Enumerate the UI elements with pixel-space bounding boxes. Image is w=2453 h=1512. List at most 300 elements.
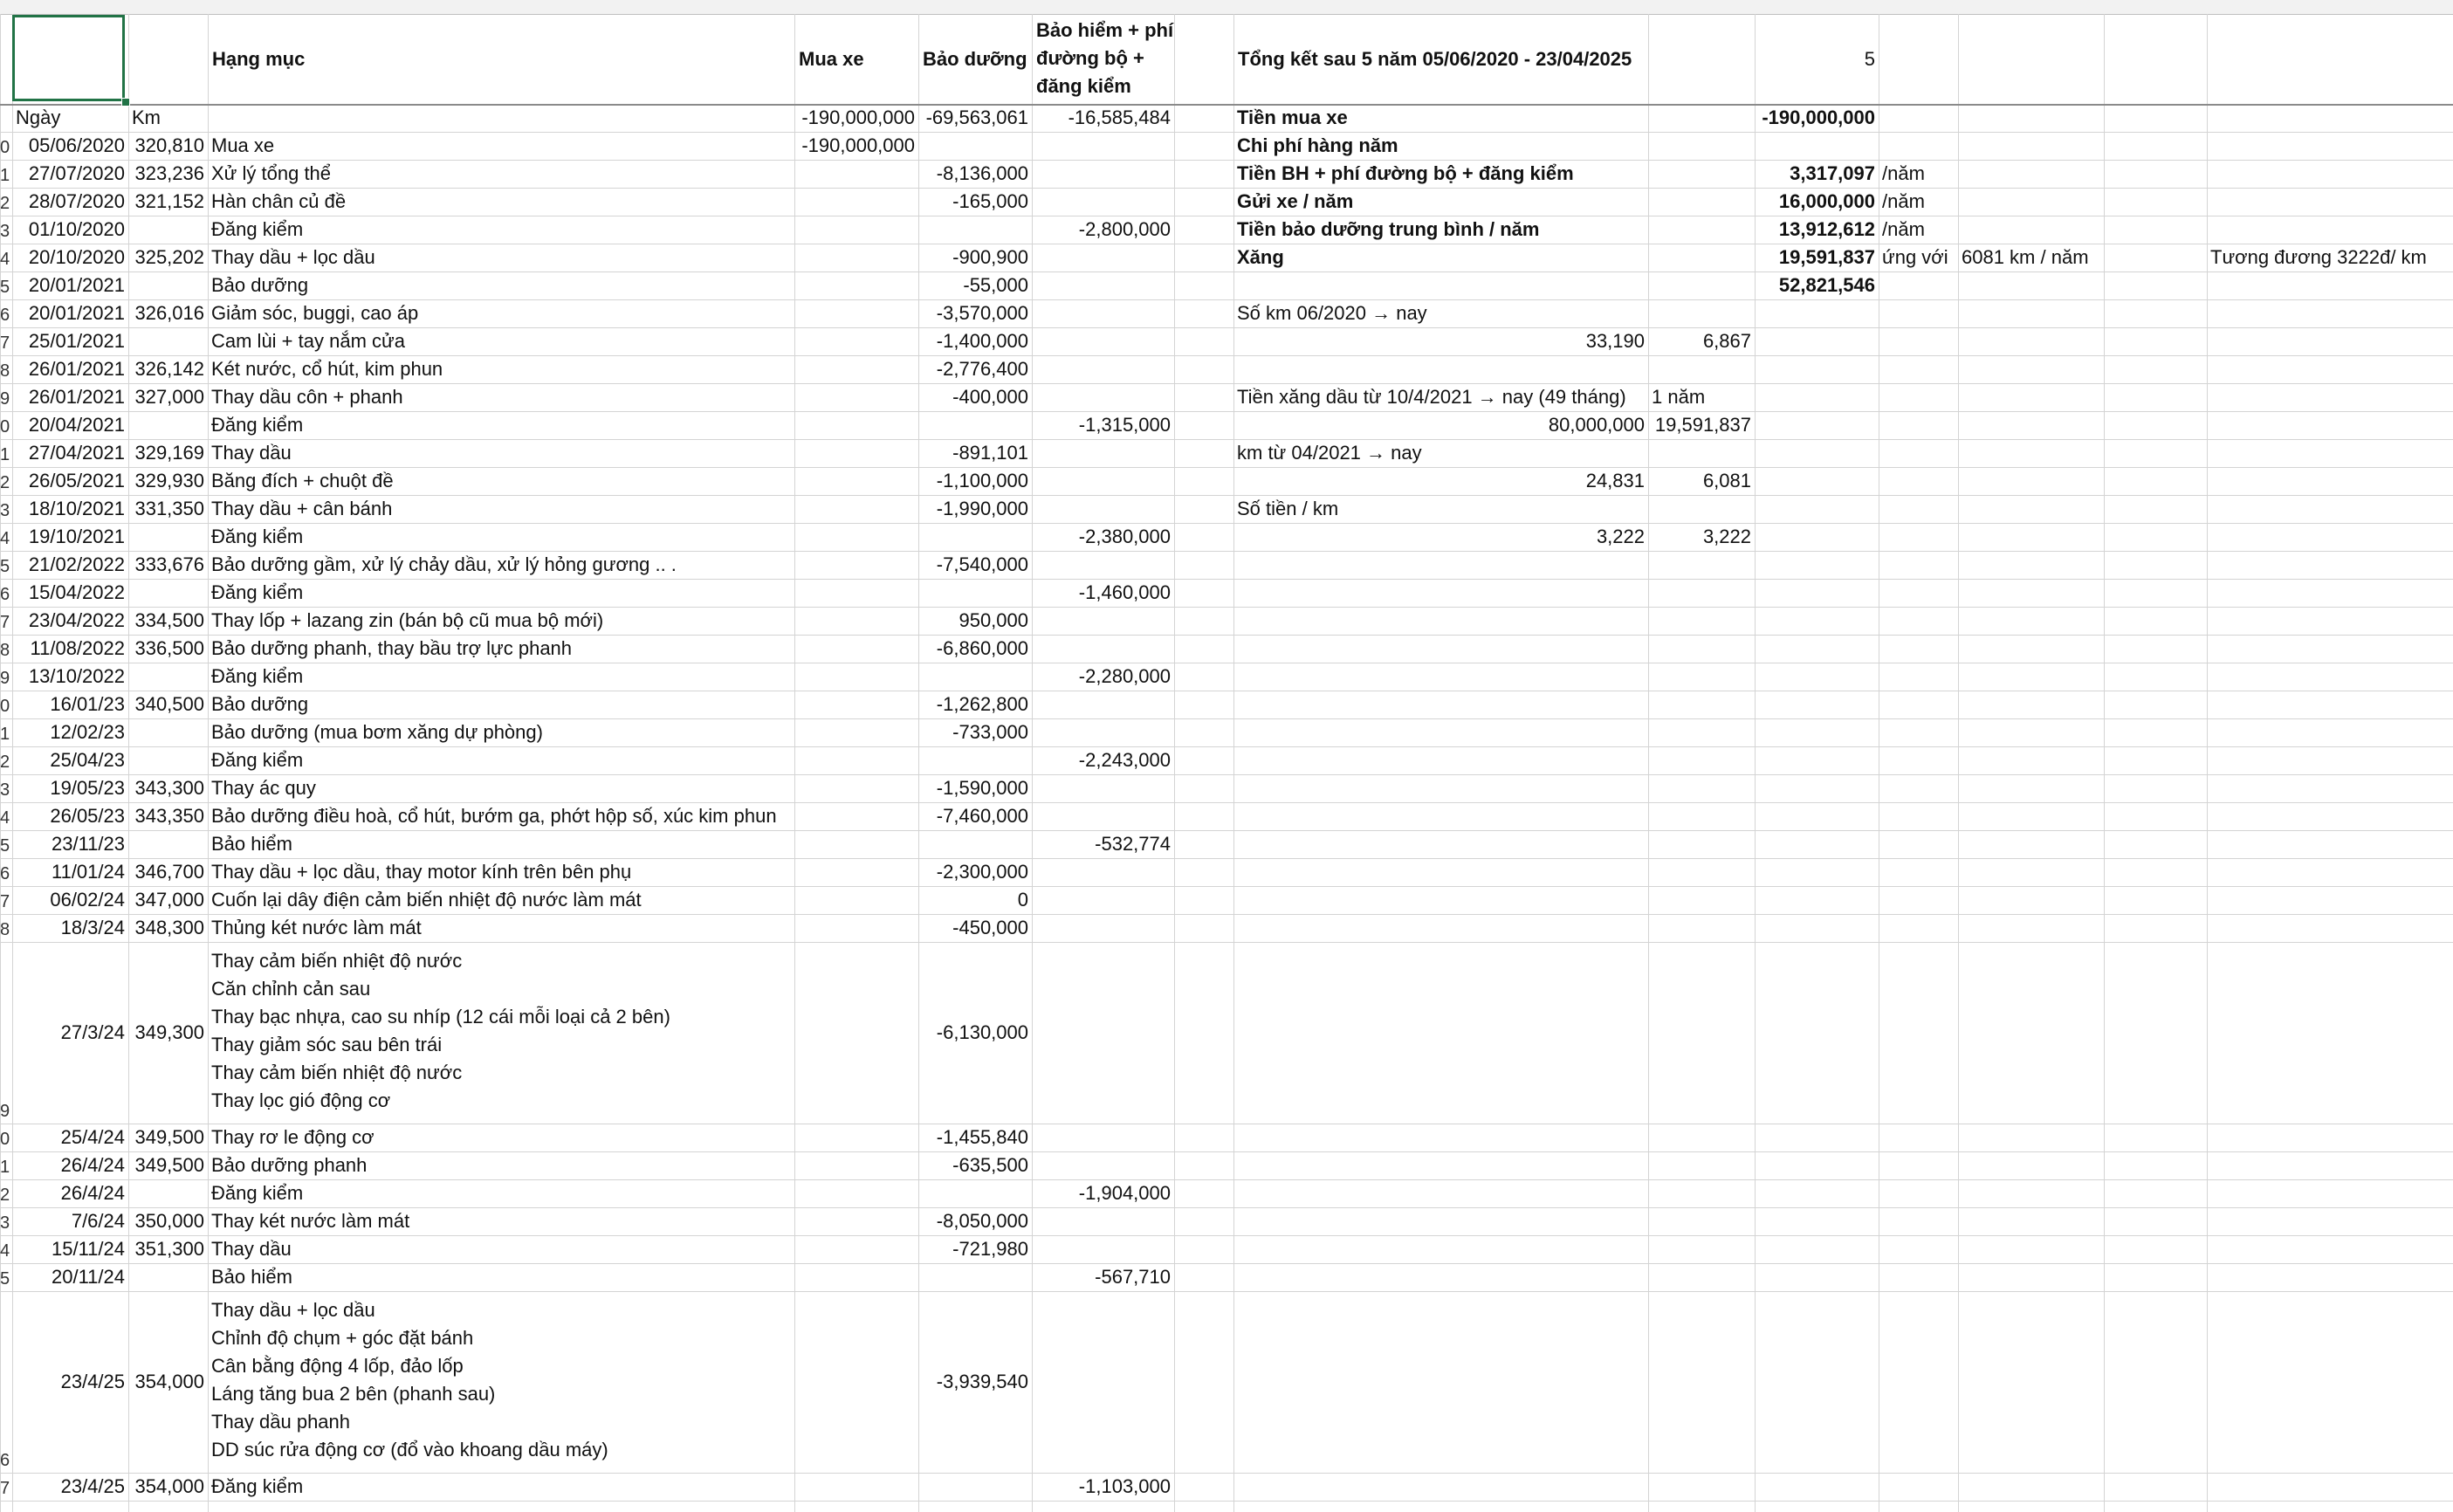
item-cell[interactable]: Hàn chân củ đề <box>211 190 347 212</box>
maint-cell[interactable] <box>922 830 1028 858</box>
gridline-v <box>1233 14 1234 1512</box>
buy-cell[interactable] <box>798 830 915 858</box>
row-number[interactable]: 7 <box>0 892 10 911</box>
summary-km2-total[interactable]: 24,831 <box>1585 470 1645 491</box>
buy-cell[interactable] <box>798 663 915 691</box>
maint-cell[interactable] <box>922 1179 1028 1207</box>
fee-cell[interactable]: -2,380,000 <box>1078 526 1171 547</box>
maint-cell[interactable]: -1,590,000 <box>936 777 1028 799</box>
summary-km2-year[interactable]: 6,081 <box>1702 470 1751 491</box>
buy-cell[interactable]: -190,000,000 <box>801 134 915 156</box>
total-bao-duong[interactable]: -69,563,061 <box>925 107 1028 128</box>
maint-cell[interactable]: -6,860,000 <box>936 637 1028 659</box>
date-cell[interactable]: 20/01/2021 <box>28 274 125 296</box>
fee-cell[interactable] <box>1035 160 1171 188</box>
km-cell[interactable] <box>132 746 204 774</box>
date-cell[interactable]: 27/04/2021 <box>28 442 125 464</box>
maint-cell[interactable] <box>922 216 1028 244</box>
fee-cell[interactable] <box>1035 914 1171 942</box>
km-cell[interactable] <box>132 271 204 299</box>
maint-cell[interactable]: 0 <box>1017 889 1028 911</box>
date-cell[interactable]: 16/01/23 <box>50 693 125 715</box>
maint-cell[interactable]: -165,000 <box>952 190 1028 212</box>
maint-cell[interactable]: -1,262,800 <box>936 693 1028 715</box>
row-number[interactable]: 4 <box>0 529 10 548</box>
fee-cell[interactable]: -1,315,000 <box>1078 414 1171 436</box>
summary-fuel-cost-year-label[interactable]: 1 năm <box>1652 386 1706 408</box>
buy-cell[interactable] <box>798 774 915 802</box>
km-cell[interactable]: 349,500 <box>134 1154 204 1176</box>
date-cell[interactable]: 23/4/25 <box>60 1371 125 1392</box>
item-cell-multiline[interactable] <box>211 1296 608 1464</box>
km-cell[interactable]: 354,000 <box>134 1475 204 1497</box>
km-cell[interactable]: 336,500 <box>134 637 204 659</box>
summary-parking-value[interactable]: 16,000,000 <box>1778 190 1875 212</box>
buy-cell[interactable] <box>798 439 915 467</box>
row-number[interactable]: 7 <box>0 613 10 632</box>
buy-cell[interactable] <box>798 551 915 579</box>
summary-buy-value[interactable]: -190,000,000 <box>1762 107 1875 128</box>
row-number[interactable]: 6 <box>0 864 10 883</box>
row-number[interactable]: 7 <box>0 1479 10 1498</box>
maint-cell[interactable]: -2,300,000 <box>936 861 1028 883</box>
buy-cell[interactable] <box>798 886 915 914</box>
summary-parking-label[interactable]: Gửi xe / năm <box>1237 190 1354 212</box>
date-cell[interactable]: 19/10/2021 <box>28 526 125 547</box>
item-cell[interactable]: Két nước, cổ hút, kim phun <box>211 358 443 380</box>
maint-cell[interactable]: -1,990,000 <box>936 498 1028 519</box>
fee-cell[interactable] <box>1035 188 1171 216</box>
buy-cell[interactable] <box>798 327 915 355</box>
item-cell[interactable]: Đăng kiểm <box>211 749 304 771</box>
item-cell[interactable]: Thay ác quy <box>211 777 316 799</box>
maint-cell[interactable]: -1,100,000 <box>936 470 1028 491</box>
item-cell[interactable]: Băng đích + chuột đề <box>211 470 394 491</box>
date-cell[interactable]: 13/10/2022 <box>28 665 125 687</box>
summary-perkm-2[interactable]: 3,222 <box>1702 526 1751 547</box>
date-cell[interactable]: 26/05/2021 <box>28 470 125 491</box>
buy-cell[interactable] <box>798 523 915 551</box>
item-cell[interactable]: Thay lốp + lazang zin (bán bộ cũ mua bộ mới) <box>211 609 604 631</box>
row-number[interactable]: 0 <box>0 417 10 436</box>
date-cell[interactable]: 26/4/24 <box>60 1182 125 1204</box>
fee-cell[interactable]: -532,774 <box>1095 833 1171 855</box>
fee-cell[interactable] <box>1035 439 1171 467</box>
fee-cell[interactable]: -2,800,000 <box>1078 218 1171 240</box>
item-cell[interactable]: Đăng kiểm <box>211 1182 304 1204</box>
date-cell[interactable]: 11/01/24 <box>51 861 125 883</box>
km-cell[interactable]: 346,700 <box>134 861 204 883</box>
row-number[interactable]: 5 <box>0 1269 10 1289</box>
date-cell[interactable]: 20/11/24 <box>51 1266 125 1288</box>
km-cell[interactable]: 351,300 <box>134 1238 204 1260</box>
km-label[interactable]: Km <box>132 107 161 128</box>
fee-cell[interactable]: -1,103,000 <box>1078 1475 1171 1497</box>
fee-cell[interactable] <box>1035 1207 1171 1235</box>
row-number[interactable]: 0 <box>0 1130 10 1149</box>
buy-cell[interactable] <box>798 495 915 523</box>
fee-cell[interactable] <box>1035 774 1171 802</box>
item-line: Thay cảm biến nhiệt độ nước <box>211 950 463 972</box>
item-cell[interactable]: Đăng kiểm <box>211 218 304 240</box>
row-number[interactable]: 6 <box>0 1451 10 1470</box>
fee-cell[interactable] <box>1035 355 1171 383</box>
km-cell[interactable] <box>132 216 204 244</box>
date-cell[interactable]: 20/04/2021 <box>28 414 125 436</box>
item-cell[interactable]: Bảo dưỡng (mua bơm xăng dự phòng) <box>211 721 543 743</box>
date-cell[interactable]: 06/02/24 <box>50 889 125 911</box>
km-cell[interactable]: 343,300 <box>134 777 204 799</box>
item-cell[interactable]: Đăng kiểm <box>211 414 304 436</box>
fee-cell[interactable] <box>1035 691 1171 718</box>
km-cell[interactable]: 334,500 <box>134 609 204 631</box>
item-line: Thay lọc gió động cơ <box>211 1089 391 1111</box>
item-cell[interactable]: Bảo dưỡng phanh, thay bầu trợ lực phanh <box>211 637 573 659</box>
item-cell[interactable]: Bảo dưỡng phanh <box>211 1154 368 1176</box>
row-number[interactable]: 4 <box>0 808 10 828</box>
row-number[interactable]: 9 <box>0 1102 10 1121</box>
buy-cell[interactable] <box>798 411 915 439</box>
date-cell[interactable]: 26/01/2021 <box>28 358 125 380</box>
item-cell[interactable]: Thay dầu <box>211 1238 292 1260</box>
row-number[interactable]: 4 <box>0 250 10 269</box>
km-cell[interactable]: 331,350 <box>134 498 204 519</box>
fee-cell[interactable]: -2,243,000 <box>1078 749 1171 771</box>
selected-cell[interactable] <box>12 15 125 101</box>
row-number[interactable]: 3 <box>0 1213 10 1233</box>
fee-cell[interactable]: -1,904,000 <box>1078 1182 1171 1204</box>
maint-cell[interactable]: -8,050,000 <box>936 1210 1028 1232</box>
maint-cell[interactable]: -891,101 <box>952 442 1028 464</box>
row-number[interactable]: 3 <box>0 501 10 520</box>
km-cell[interactable]: 326,142 <box>134 358 204 380</box>
item-cell-multiline[interactable] <box>211 947 670 1115</box>
maint-cell[interactable]: -7,540,000 <box>936 553 1028 575</box>
item-cell[interactable]: Thay dầu + lọc dầu <box>211 246 375 268</box>
fee-cell[interactable] <box>1035 1124 1171 1151</box>
buy-cell[interactable] <box>798 216 915 244</box>
gridline-v <box>918 14 919 1512</box>
item-cell[interactable]: Bảo dưỡng điều hoà, cổ hút, bướm ga, phớt hộp số, xúc kim phun <box>211 805 777 827</box>
date-cell[interactable]: 23/11/23 <box>51 833 125 855</box>
summary-total-value[interactable]: 52,821,546 <box>1778 274 1875 296</box>
fee-cell[interactable] <box>1035 467 1171 495</box>
item-cell[interactable]: Thay két nước làm mát <box>211 1210 410 1232</box>
fee-cell[interactable] <box>1035 886 1171 914</box>
summary-fee-label[interactable]: Tiền BH + phí đường bộ + đăng kiểm <box>1237 162 1574 184</box>
date-cell[interactable]: 15/11/24 <box>51 1238 125 1260</box>
summary-fee-unit[interactable]: /năm <box>1882 162 1925 184</box>
summary-perkm-1[interactable]: 3,222 <box>1596 526 1645 547</box>
date-cell[interactable]: 26/05/23 <box>50 805 125 827</box>
row-number[interactable]: 1 <box>0 445 10 464</box>
km-cell[interactable]: 327,000 <box>134 386 204 408</box>
item-cell[interactable]: Bảo dưỡng <box>211 274 309 296</box>
maint-cell[interactable]: 950,000 <box>959 609 1028 631</box>
date-cell[interactable]: 20/01/2021 <box>28 302 125 324</box>
km-cell[interactable]: 329,930 <box>134 470 204 491</box>
summary-fuel-label[interactable]: Xăng <box>1237 246 1284 268</box>
maint-cell[interactable] <box>922 411 1028 439</box>
summary-fuel-cost-year[interactable]: 19,591,837 <box>1654 414 1751 436</box>
row-number[interactable]: 1 <box>0 1158 10 1177</box>
row-number[interactable]: 1 <box>0 725 10 744</box>
item-cell[interactable]: Thay dầu + cân bánh <box>211 498 393 519</box>
row-number[interactable]: 6 <box>0 585 10 604</box>
item-cell[interactable]: Bảo dưỡng <box>211 693 309 715</box>
summary-km-total[interactable]: 33,190 <box>1585 330 1645 352</box>
buy-cell[interactable] <box>798 746 915 774</box>
km-cell[interactable] <box>132 718 204 746</box>
maint-cell[interactable] <box>922 132 1028 160</box>
row-number[interactable]: 3 <box>0 222 10 241</box>
fee-cell[interactable]: -2,280,000 <box>1078 665 1171 687</box>
item-cell[interactable]: Cuốn lại dây điện cảm biến nhiệt độ nước làm mát <box>211 889 642 911</box>
row-number[interactable]: 2 <box>0 753 10 772</box>
item-cell[interactable]: Thay dầu + lọc dầu, thay motor kính trên bên phụ <box>211 861 632 883</box>
km-cell[interactable]: 320,810 <box>134 134 204 156</box>
item-cell[interactable]: Xử lý tổng thể <box>211 162 332 184</box>
fee-cell[interactable] <box>1035 495 1171 523</box>
summary-fuel-value[interactable]: 19,591,837 <box>1778 246 1875 268</box>
date-cell[interactable]: 27/3/24 <box>60 1021 125 1043</box>
fee-cell[interactable]: -567,710 <box>1095 1266 1171 1288</box>
maint-cell[interactable] <box>922 663 1028 691</box>
row-number[interactable]: 9 <box>0 669 10 688</box>
row-number[interactable]: 8 <box>0 361 10 381</box>
buy-cell[interactable] <box>798 467 915 495</box>
row-number[interactable]: 3 <box>0 780 10 800</box>
km-cell[interactable]: 343,350 <box>134 805 204 827</box>
fee-cell[interactable] <box>1035 244 1171 271</box>
date-cell[interactable]: 12/02/23 <box>50 721 125 743</box>
summary-fuel-cost-label[interactable]: Tiền xăng dầu từ 10/4/2021 → nay (49 tháng) <box>1237 386 1626 408</box>
date-cell[interactable]: 25/01/2021 <box>28 330 125 352</box>
summary-km2-label[interactable]: km từ 04/2021 → nay <box>1237 442 1422 464</box>
row-number[interactable]: 7 <box>0 333 10 353</box>
km-cell[interactable]: 325,202 <box>134 246 204 268</box>
km-cell[interactable]: 348,300 <box>134 917 204 938</box>
buy-cell[interactable] <box>798 244 915 271</box>
km-cell[interactable]: 333,676 <box>134 553 204 575</box>
fee-cell[interactable] <box>1035 383 1171 411</box>
date-cell[interactable]: 7/6/24 <box>71 1210 125 1232</box>
summary-maint-value[interactable]: 13,912,612 <box>1778 218 1875 240</box>
km-cell[interactable]: 329,169 <box>134 442 204 464</box>
km-cell[interactable] <box>132 579 204 607</box>
maint-cell[interactable]: -900,900 <box>952 246 1028 268</box>
row-number[interactable]: 2 <box>0 194 10 213</box>
row-number[interactable]: 5 <box>0 278 10 297</box>
km-cell[interactable]: 349,500 <box>134 1126 204 1148</box>
row-number[interactable]: 4 <box>0 1241 10 1261</box>
date-cell[interactable]: 19/05/23 <box>50 777 125 799</box>
ngay-label[interactable]: Ngày <box>16 107 61 128</box>
date-cell[interactable]: 26/01/2021 <box>28 386 125 408</box>
fee-cell[interactable] <box>1035 718 1171 746</box>
row-number[interactable]: 2 <box>0 473 10 492</box>
item-cell[interactable]: Bảo dưỡng gầm, xử lý chảy dầu, xử lý hỏng gương .. . <box>211 553 677 575</box>
summary-title: Tổng kết sau 5 năm 05/06/2020 - 23/04/2025 <box>1238 48 1632 70</box>
date-cell[interactable]: 23/4/25 <box>60 1475 125 1497</box>
item-cell[interactable]: Đăng kiểm <box>211 526 304 547</box>
item-cell[interactable]: Mua xe <box>211 134 275 156</box>
date-cell[interactable]: 23/04/2022 <box>28 609 125 631</box>
km-cell[interactable]: 347,000 <box>134 889 204 911</box>
maint-cell[interactable]: -733,000 <box>952 721 1028 743</box>
row-number[interactable]: 0 <box>0 697 10 716</box>
total-bao-hiem[interactable]: -16,585,484 <box>1068 107 1171 128</box>
summary-fuel-note[interactable]: ứng với <box>1882 246 1948 268</box>
item-cell[interactable]: Cam lùi + tay nắm cửa <box>211 330 405 352</box>
summary-fee-value[interactable]: 3,317,097 <box>1790 162 1875 184</box>
item-cell[interactable]: Giảm sóc, buggi, cao áp <box>211 302 419 324</box>
km-cell[interactable]: 326,016 <box>134 302 204 324</box>
total-mua-xe[interactable]: -190,000,000 <box>801 107 915 128</box>
maint-cell[interactable]: -1,400,000 <box>936 330 1028 352</box>
maint-cell[interactable] <box>922 1263 1028 1291</box>
row-number[interactable]: 5 <box>0 836 10 856</box>
km-cell[interactable]: 350,000 <box>134 1210 204 1232</box>
row-number[interactable]: 2 <box>0 1186 10 1205</box>
buy-cell[interactable] <box>798 188 915 216</box>
maint-cell[interactable]: -721,980 <box>952 1238 1028 1260</box>
maint-cell[interactable] <box>922 523 1028 551</box>
row-number[interactable]: 9 <box>0 389 10 409</box>
km-cell[interactable] <box>132 1179 204 1207</box>
date-cell[interactable]: 01/10/2020 <box>28 218 125 240</box>
row-number[interactable]: 1 <box>0 166 10 185</box>
date-cell[interactable]: 25/04/23 <box>50 749 125 771</box>
item-cell[interactable]: Bảo hiểm <box>211 1266 292 1288</box>
buy-cell[interactable] <box>798 718 915 746</box>
buy-cell[interactable] <box>798 355 915 383</box>
maint-cell[interactable]: -1,455,840 <box>936 1126 1028 1148</box>
summary-annual-label[interactable]: Chi phí hàng năm <box>1237 134 1398 156</box>
buy-cell[interactable] <box>798 160 915 188</box>
buy-cell[interactable] <box>798 914 915 942</box>
fee-cell[interactable] <box>1035 271 1171 299</box>
fee-cell[interactable] <box>1035 635 1171 663</box>
row-number[interactable]: 5 <box>0 557 10 576</box>
date-cell[interactable]: 15/04/2022 <box>28 581 125 603</box>
date-cell[interactable]: 27/07/2020 <box>28 162 125 184</box>
summary-km-year[interactable]: 6,867 <box>1702 330 1751 352</box>
km-cell[interactable] <box>132 830 204 858</box>
item-cell[interactable]: Thay dầu côn + phanh <box>211 386 403 408</box>
summary-km-label[interactable]: Số km 06/2020 → nay <box>1237 302 1427 324</box>
maint-cell[interactable]: -6,130,000 <box>936 1021 1028 1043</box>
date-cell[interactable]: 20/10/2020 <box>28 246 125 268</box>
item-cell[interactable]: Thủng két nước làm mát <box>211 917 422 938</box>
buy-cell[interactable] <box>798 607 915 635</box>
maint-cell[interactable]: -3,570,000 <box>936 302 1028 324</box>
summary-fuel-perkm[interactable]: Tương đương 3222đ/ km <box>2210 246 2427 268</box>
summary-fuel-km[interactable]: 6081 km / năm <box>1962 246 2089 268</box>
date-cell[interactable]: 11/08/2022 <box>30 637 125 659</box>
buy-cell[interactable] <box>798 299 915 327</box>
buy-cell[interactable] <box>798 691 915 718</box>
fee-cell[interactable] <box>1035 299 1171 327</box>
date-cell[interactable]: 05/06/2020 <box>28 134 125 156</box>
km-cell[interactable] <box>132 1263 204 1291</box>
fee-cell[interactable] <box>1035 1151 1171 1179</box>
item-line: Thay dầu + lọc dầu <box>211 1299 375 1321</box>
maint-cell[interactable]: -450,000 <box>952 917 1028 938</box>
maint-cell[interactable]: -3,939,540 <box>936 1371 1028 1392</box>
maint-cell[interactable] <box>922 579 1028 607</box>
maint-cell[interactable]: -2,776,400 <box>936 358 1028 380</box>
fee-cell[interactable] <box>1035 551 1171 579</box>
date-cell[interactable]: 18/3/24 <box>60 917 125 938</box>
item-cell[interactable]: Bảo hiểm <box>211 833 292 855</box>
buy-cell[interactable] <box>798 383 915 411</box>
fee-cell[interactable]: -1,460,000 <box>1078 581 1171 603</box>
summary-perkm-label[interactable]: Số tiền / km <box>1237 498 1339 519</box>
fee-cell[interactable] <box>1035 802 1171 830</box>
date-cell[interactable]: 28/07/2020 <box>28 190 125 212</box>
km-cell[interactable]: 354,000 <box>134 1371 204 1392</box>
row-number[interactable]: 8 <box>0 641 10 660</box>
fee-cell[interactable] <box>1035 327 1171 355</box>
item-cell[interactable]: Đăng kiểm <box>211 1475 304 1497</box>
km-cell[interactable] <box>132 523 204 551</box>
maint-cell[interactable]: -8,136,000 <box>936 162 1028 184</box>
item-cell[interactable]: Thay rơ le động cơ <box>211 1126 374 1148</box>
maint-cell[interactable] <box>922 746 1028 774</box>
km-cell[interactable] <box>132 411 204 439</box>
summary-maint-label[interactable]: Tiền bảo dưỡng trung bình / năm <box>1237 218 1540 240</box>
buy-cell[interactable] <box>798 635 915 663</box>
row-number[interactable]: 8 <box>0 920 10 939</box>
fee-cell[interactable] <box>1035 607 1171 635</box>
date-cell[interactable]: 26/4/24 <box>60 1154 125 1176</box>
km-cell[interactable]: 323,236 <box>134 162 204 184</box>
fee-cell[interactable] <box>1035 1235 1171 1263</box>
date-cell[interactable]: 18/10/2021 <box>28 498 125 519</box>
km-cell[interactable] <box>132 327 204 355</box>
buy-cell[interactable] <box>798 579 915 607</box>
item-line: DD súc rửa động cơ (đổ vào khoang dầu máy) <box>211 1439 608 1460</box>
summary-maint-unit[interactable]: /năm <box>1882 218 1925 240</box>
buy-cell[interactable] <box>798 271 915 299</box>
row-number[interactable]: 0 <box>0 138 10 157</box>
gridline-v <box>2104 14 2105 1512</box>
km-cell[interactable]: 349,300 <box>134 1021 204 1043</box>
maint-cell[interactable]: -55,000 <box>963 274 1028 296</box>
item-cell[interactable]: Đăng kiểm <box>211 665 304 687</box>
maint-cell[interactable]: -7,460,000 <box>936 805 1028 827</box>
summary-buy-label[interactable]: Tiền mua xe <box>1237 107 1348 128</box>
fee-cell[interactable] <box>1035 858 1171 886</box>
summary-fuel-cost-total[interactable]: 80,000,000 <box>1548 414 1645 436</box>
fee-cell[interactable] <box>1035 132 1171 160</box>
summary-parking-unit[interactable]: /năm <box>1882 190 1925 212</box>
buy-cell[interactable] <box>798 858 915 886</box>
buy-cell[interactable] <box>798 802 915 830</box>
item-cell[interactable]: Đăng kiểm <box>211 581 304 603</box>
row-number[interactable]: 6 <box>0 306 10 325</box>
item-cell[interactable]: Thay dầu <box>211 442 292 464</box>
maint-cell[interactable]: -635,500 <box>952 1154 1028 1176</box>
header-bao-hiem: Bảo hiểm + phí <box>1036 19 1174 41</box>
maint-cell[interactable]: -400,000 <box>952 386 1028 408</box>
km-cell[interactable]: 321,152 <box>134 190 204 212</box>
km-cell[interactable]: 340,500 <box>134 693 204 715</box>
date-cell[interactable]: 21/02/2022 <box>28 553 125 575</box>
date-cell[interactable]: 25/4/24 <box>60 1126 125 1148</box>
km-cell[interactable] <box>132 663 204 691</box>
